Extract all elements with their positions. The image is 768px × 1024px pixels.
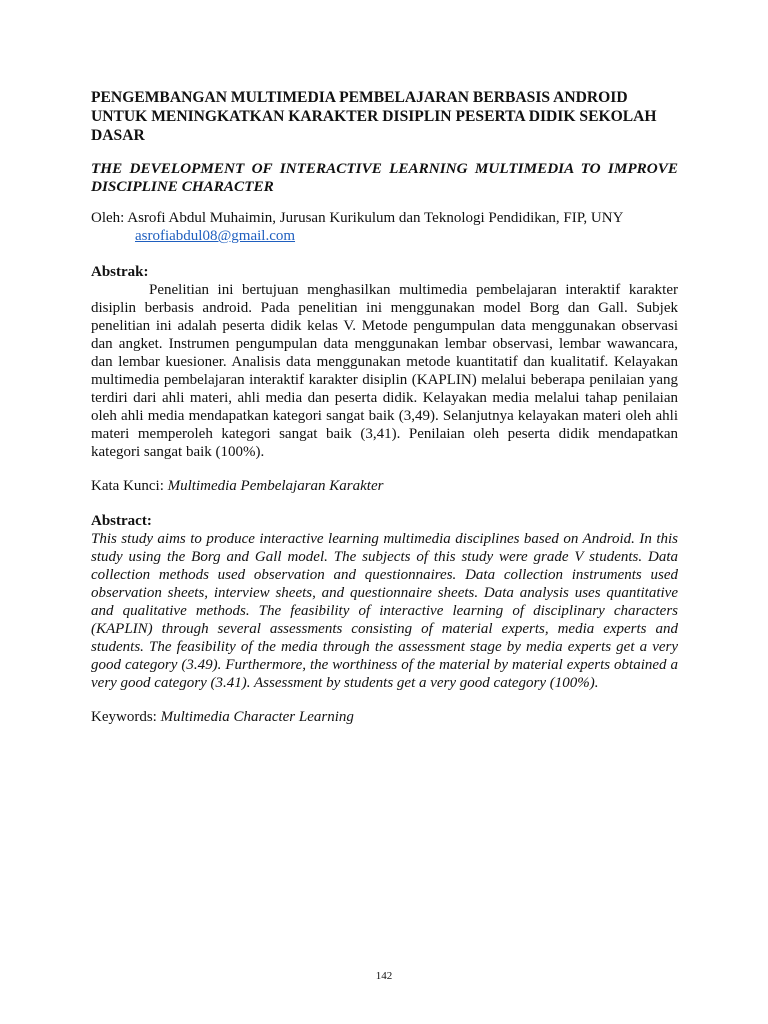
kata-kunci-label: Kata Kunci:: [91, 478, 168, 494]
author-email-link[interactable]: asrofiabdul08@gmail.com: [135, 228, 296, 244]
paper-title: PENGEMBANGAN MULTIMEDIA PEMBELAJARAN BERBASIS ANDROID UNTUK MENINGKATKAN KARAKTER DISIPLIN PESERTA DIDIK SEKOLAH DASAR: [91, 89, 657, 144]
abstrak-heading: Abstrak:: [91, 264, 149, 280]
author-info: [91, 209, 678, 245]
article-content: [91, 88, 678, 726]
paper-subtitle-english: THE DEVELOPMENT OF INTERACTIVE LEARNING MULTIMEDIA TO IMPROVE DISCIPLINE CHARACTER: [91, 160, 678, 195]
kata-kunci: [91, 477, 678, 495]
page-number: 142: [375, 970, 393, 982]
keywords: [91, 708, 678, 726]
kata-kunci-value: Multimedia Pembelajaran Karakter: [167, 478, 384, 494]
author-line: Oleh: Asrofi Abdul Muhaimin, Jurusan Kurikulum dan Teknologi Pendidikan, FIP, UNY: [91, 210, 624, 226]
abstract-heading: Abstract:: [91, 513, 152, 529]
keywords-value: Multimedia Character Learning: [160, 709, 354, 725]
abstrak-body: Penelitian ini bertujuan menghasilkan multimedia pembelajaran interaktif karakter disiplin berbasis android. Pada penelitian ini menggunakan model Borg dan Gall. Subjek penelitian ini adalah peserta didik kelas V. Metode pengumpulan data menggunakan observasi dan angket. Instrumen pengumpulan data menggunakan lembar observasi, lembar wawancara, dan lembar kuesioner. Analisis data menggunakan metode kuantitatif dan kualitatif. Kelayakan multimedia pembelajaran interaktif karakter disiplin (KAPLIN) melalui beberapa penilaian yang terdiri dari ahli materi, ahli media dan peserta didik. Kelayakan media melalui tahap penilaian oleh ahli media mendapatkan kategori sangat baik (3,49). Selanjutnya kelayakan materi oleh ahli materi memperoleh kategori sangat baik (3,41). Penilaian oleh peserta didik mendapatkan kategori sangat baik (100%).: [91, 282, 678, 460]
keywords-label: Keywords:: [91, 709, 161, 725]
abstract-body: This study aims to produce interactive learning multimedia disciplines based on Android. In this study using the Borg and Gall model. The subjects of this study were grade V students. Data collection methods used observation and questionnaires. Data collection instruments used observation sheets, interview sheets, and questionnaire sheets. Data analysis uses quantitative and qualitative methods. The feasibility of interactive learning of disciplinary characters (KAPLIN) through several assessments consisting of material experts, media experts and students. The feasibility of the media through the assessment stage by media experts get a very good category (3.49). Furthermore, the worthiness of the material by material experts obtained a very good category (3.41). Assessment by students get a very good category (100%).: [91, 531, 678, 691]
